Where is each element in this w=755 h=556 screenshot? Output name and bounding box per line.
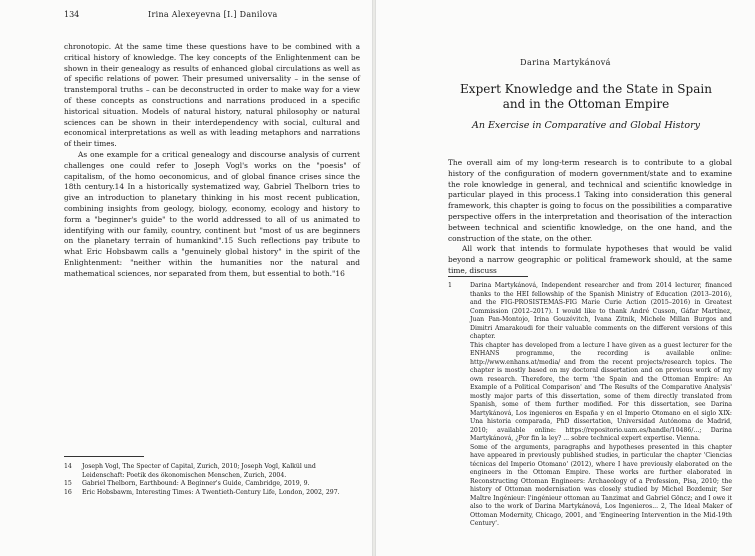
left-paragraph-1: chronotopic. At the same time these questions have to be combined with a critical history of knowledge. The key concepts of the Enlightenment can be shown in their genealogy as results of enhanced global circulations as well as of specific relations of power. Their presumed universality – in the sense of transtemporal truths – can be deconstructed in order to make way for a view of these concepts as constructions and narrations produced in a specific historical situation. Models of natural history, natural philosophy or natural sciences can be shown in their interdependency with social, cultural and economical interpretations as well as with leading metaphors and narrations of their times. xyxy=(64,42,360,149)
chapter-title xyxy=(436,82,736,112)
footnote xyxy=(64,480,360,489)
chapter-author: Darina Martykánová xyxy=(520,58,611,67)
right-paragraph-2: All work that intends to formulate hypotheses that would be valid beyond a narrow geographic or political framework should, at the same time, discuss xyxy=(448,244,732,275)
footnote-number: 16 xyxy=(64,488,72,496)
footnote xyxy=(64,463,360,480)
footnote-rule xyxy=(64,456,144,457)
footnote xyxy=(448,282,732,529)
footnote-number: 14 xyxy=(64,463,72,470)
right-body-text xyxy=(448,158,732,277)
right-page xyxy=(376,0,755,556)
footnote-number: 1 xyxy=(448,282,452,289)
footnote-paragraph: Some of the arguments, paragraphs and hypotheses presented in this chapter have appeared in previously published studies, in particular the chapter 'Ciencias técnicas del Imperio Otomano' (2012), where I have previously elaborated on the engineers in the Ottoman Empire. These works are further elaborated in Reconstructing Ottoman Engineers: Archaeology of a Profession, Pisa, 2010; the history of Ottoman modernisation was closely studied by Michel Bozdemir, Ser Maître Ingénieur: l'ingénieur ottoman au Tanzimat and Gabriel Göncz; and I owe it also to the work of Darina Martykánová, Los Ingenieros... 2, The Ideal Maker of Ottoman Modernity, Chicago, 2001, and 'Engineering Intervention in the Mid-19th Century'. xyxy=(470,443,732,527)
left-page xyxy=(0,0,372,556)
footnote-paragraph: This chapter has developed from a lecture I have given as a guest lecturer for the ENHANS programme, the recording is available online: http://www.enhans.at/media/ and from the recent projects/research topics. The chapter is mostly based on my doctoral dissertation and on previous work of my own research. Therefore, the term 'the Spain and the Ottoman Empire: An Example of a Political Comparison' and 'The Results of the Comparative Analysis' mostly major parts of this dissertation, some of them directly translated from Spanish, some of them further modified. For this dissertation, see Darina Martykánová, Los ingenieros en España y en el Imperio Otomano en el siglo XIX: Una historia comparada, PhD dissertation, Universidad Autónoma de Madrid, 2010; available online: https://repositorio.uam.es/handle/10486/...; Darina Martykánová, ¿Por fin la ley? ... sobre technical expert expertise. Vienna. xyxy=(470,341,732,442)
left-paragraph-2: As one example for a critical genealogy and discourse analysis of current challenges one could refer to Joseph Vogl's works on the "poesis" of capitalism, of the homo oeconomicus, and of global finance crises since the 18th century.14 In a historically systematized way, Gabriel Thelborn tries to give an introduction to planetary thinking in his most recent publication, combining insights from geology, biology, economy, ecology and history to form a "beginner's guide" to the world addressed to all of us animated to identifying with our family, country, continent but "most of us are beginners on the planetary terrain of humankind".15 Such reflections pay tribute to what Eric Hobsbawm calls a "genuinely global history" in the spirit of the Enlightenment: "neither within the humanities nor the natural and mathematical sciences, nor separated from them, but essential to both."16 xyxy=(64,149,360,278)
page-number: 134 xyxy=(64,10,80,19)
footnote-number: 15 xyxy=(64,480,72,488)
left-page-header xyxy=(0,10,372,24)
footnote-text: Gabriel Thelborn, Earthbound: A Beginner's Guide, Cambridge, 2019, 9. xyxy=(82,480,310,488)
left-footnotes xyxy=(64,463,360,497)
footnote-text: Eric Hobsbawm, Interesting Times: A Twentieth-Century Life, London, 2002, 297. xyxy=(82,488,340,496)
right-footnotes xyxy=(448,282,732,529)
running-head: Irina Alexeyevna [I.] Danilova xyxy=(148,10,278,19)
chapter-title-line-2: and in the Ottoman Empire xyxy=(502,97,670,111)
footnote-rule xyxy=(448,276,528,277)
footnote xyxy=(64,489,360,498)
footnote-paragraph: Darina Martykánová, Independent researcher and from 2014 lecturer, financed thanks to the HEI fellowship of the Spanish Ministry of Education (2013–2016), and the FIG-PROSISTEMAS-FIG Marie Curie Action (2015–2016) in Greatest Commission (2012–2017). I would like to thank André Cusson, Gáfar Martínez, Juan Pan-Montojo, Irina Gouzévitch, Ivana Zitnik, Michele Millan Burgos and Dimitri Amarakoudi for their valuable comments on the different versions of this chapter. xyxy=(470,282,732,340)
chapter-title-line-1: Expert Knowledge and the State in Spain xyxy=(460,82,712,96)
left-body-text xyxy=(64,42,360,280)
chapter-subtitle: An Exercise in Comparative and Global History xyxy=(472,120,700,131)
right-paragraph-1: The overall aim of my long-term research is to contribute to a global history of the configuration of modern government/state and to examine the role knowledge in general, and technical and scientific knowledge in particular played in this process.1 Taking into consideration this general framework, this chapter is going to focus on the possibilities a comparative perspective offers in the interpretation and theorisation of the interaction between technical and scientific knowledge, on the one hand, and the construction of the state, on the other. xyxy=(448,158,732,243)
footnote-text: Joseph Vogl, The Specter of Capital, Zurich, 2010; Joseph Vogl, Kalkül und Leidenschaft: Poetik des ökonomischen Menschen, Zurich, 2004. xyxy=(82,463,316,479)
